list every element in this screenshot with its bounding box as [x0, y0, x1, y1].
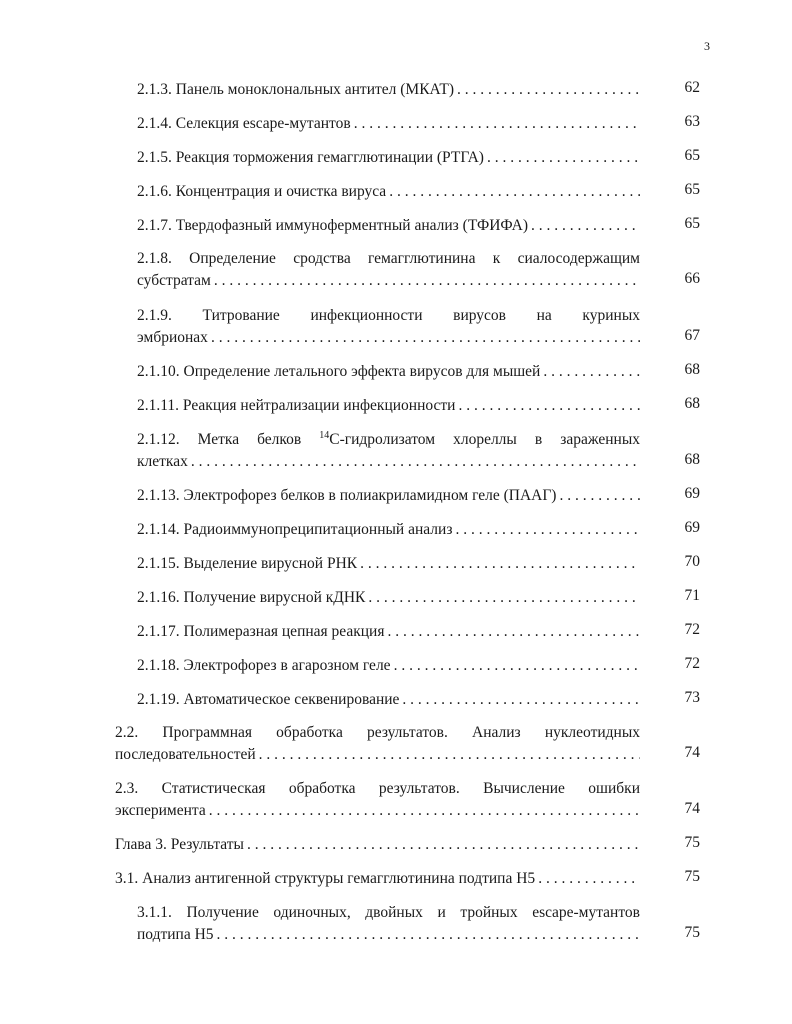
- toc-entry-page: 73: [684, 689, 700, 706]
- toc-entry-2-1-11: [137, 395, 640, 417]
- toc-entry-title-line2: эмбрионах: [137, 329, 208, 346]
- toc-entry-title: 2.1.7. Твердофазный иммуноферментный анализ (ТФИФА): [137, 217, 529, 234]
- toc-entry-3-1-1: [137, 902, 640, 946]
- toc-entry-3-1: [115, 868, 640, 890]
- toc-entry-page: 74: [684, 744, 700, 761]
- toc-entry-page: 62: [684, 79, 700, 96]
- toc-entry-2-1-3: [137, 79, 640, 101]
- toc-entry-chapter-3: [115, 834, 640, 856]
- toc-entry-2-1-13: [137, 485, 640, 507]
- toc-entry-page: 71: [684, 587, 700, 604]
- toc-entry-title: 2.1.14. Радиоиммунопреципитационный анализ: [137, 521, 453, 538]
- toc-entry-page: 74: [684, 800, 700, 817]
- page-number: 3: [704, 39, 710, 53]
- toc-entry-title: 2.1.10. Определение летального эффекта вирусов для мышей: [137, 363, 541, 380]
- toc-entry-2-1-16: [137, 587, 640, 609]
- toc-entry-page: 72: [684, 655, 700, 672]
- toc-entry-2-1-6: [137, 181, 640, 203]
- toc-entry-2-1-18: [137, 655, 640, 677]
- toc-entry-2-1-12: [137, 429, 640, 473]
- toc-entry-page: 68: [684, 361, 700, 378]
- toc-entry-2-1-5: [137, 147, 640, 169]
- toc-entry-page: 66: [684, 270, 700, 287]
- toc-entry-title: 2.1.11. Реакция нейтрализации инфекционности: [137, 397, 456, 414]
- toc-entry-page: 75: [684, 834, 700, 851]
- toc-entry-title: 2.1.3. Панель моноклональных антител (МКАТ): [137, 81, 454, 98]
- toc-entry-title: 2.1.15. Выделение вирусной РНК: [137, 555, 358, 572]
- toc-entry-page: 75: [684, 868, 700, 885]
- toc-entry-title-line1: 2.1.8. Определение сродства гемагглютинина к сиалосодержащим: [137, 250, 640, 267]
- toc-entry-2-1-17: [137, 621, 640, 643]
- toc-entry-title-line2: подтипа Н5: [137, 926, 214, 943]
- toc-entry-2-1-10: [137, 361, 640, 383]
- toc-entry-2-1-19: [137, 689, 640, 711]
- toc-entry-2-1-9: [137, 305, 640, 349]
- toc-entry-page: 68: [684, 395, 700, 412]
- toc-entry-title: 2.1.18. Электрофорез в агарозном геле: [137, 657, 391, 674]
- toc-entry-page: 69: [684, 519, 700, 536]
- toc-entry-title: 2.1.6. Концентрация и очистка вируса: [137, 183, 387, 200]
- toc-entry-title: 3.1. Анализ антигенной структуры гемагглютинина подтипа Н5: [115, 870, 536, 887]
- toc-entry-page: 68: [684, 451, 700, 468]
- toc-entry-2-1-15: [137, 553, 640, 575]
- toc-entry-title-line2: эксперимента: [115, 802, 206, 819]
- toc-entry-title-line2: клетках: [137, 453, 188, 470]
- toc-entry-page: 75: [684, 924, 700, 941]
- toc-entry-2-3: [115, 778, 640, 822]
- toc-entry-title: 2.1.13. Электрофорез белков в полиакриламидном геле (ПААГ): [137, 487, 557, 504]
- toc-entry-title-line1: 2.1.12. Метка белков $^{14}$С-гидролизатом хлореллы в зараженных: [137, 429, 640, 448]
- toc-entry-title-line1: 2.2. Программная обработка результатов. Анализ нуклеотидных: [115, 724, 640, 741]
- toc-entry-2-1-4: [137, 113, 640, 135]
- toc-entry-page: 65: [684, 147, 700, 164]
- toc-entry-title: 2.1.17. Полимеразная цепная реакция: [137, 623, 385, 640]
- toc-entry-title: 2.1.19. Автоматическое секвенирование: [137, 691, 400, 708]
- toc-entry-2-1-8: [137, 248, 640, 292]
- toc-entry-title-line1: 3.1.1. Получение одиночных, двойных и тройных escape-мутантов: [137, 904, 640, 921]
- toc-entry-title: Глава 3. Результаты: [115, 836, 244, 853]
- toc-entry-page: 72: [684, 621, 700, 638]
- toc-entry-page: 65: [684, 181, 700, 198]
- toc-entry-2-2: [115, 722, 640, 766]
- toc-entry-title-line2: субстратам: [137, 272, 211, 289]
- toc-entry-title-line1: 2.3. Статистическая обработка результатов. Вычисление ошибки: [115, 780, 640, 797]
- toc-entry-page: 63: [684, 113, 700, 130]
- toc-entry-title: 2.1.4. Селекция escape-мутантов: [137, 115, 351, 132]
- toc-entry-title-line2: последовательностей: [115, 746, 256, 763]
- toc-entry-page: 69: [684, 485, 700, 502]
- toc-entry-2-1-7: [137, 215, 640, 237]
- toc-entry-title: 2.1.5. Реакция торможения гемагглютинации (РТГА): [137, 149, 484, 166]
- toc-entry-title: 2.1.16. Получение вирусной кДНК: [137, 589, 366, 606]
- toc-entry-title-line1: 2.1.9. Титрование инфекционности вирусов на куриных: [137, 307, 640, 324]
- toc-entry-page: 70: [684, 553, 700, 570]
- toc-entry-page: 65: [684, 215, 700, 232]
- toc-entry-2-1-14: [137, 519, 640, 541]
- toc-entry-page: 67: [684, 327, 700, 344]
